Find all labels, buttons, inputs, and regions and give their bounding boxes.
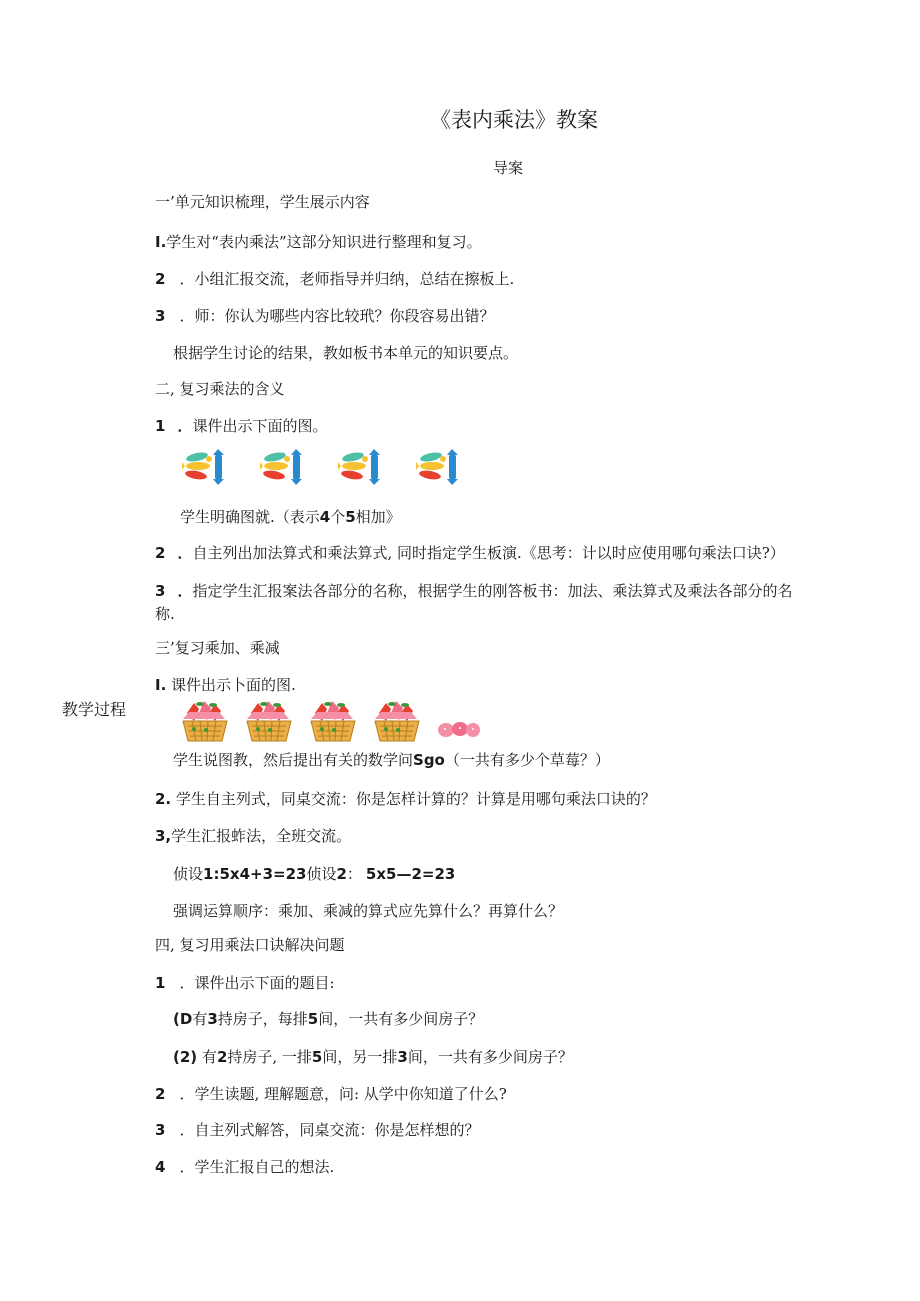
list-item: 3 ．自主列式解答，同桌交流：你是怎样想的？ [155, 1121, 480, 1139]
list-item: 3 ．指定学生汇报案法各部分的名称，根据学生的刚答板书：加法、乘法算式及乘法各部分的名 [155, 582, 793, 600]
candy-groups-illustration [182, 446, 494, 486]
heading-section-1: 一’单元知识梳理，学生展示内容 [155, 193, 370, 211]
heading-section-2: 二, 复习乘法的含义 [155, 380, 285, 398]
list-item: 2 ．自主列出加法算式和乘法算式, 同时指定学生板演.《思考：计以时应使用哪句乘法口诀?） [155, 544, 785, 562]
strawberry-basket-icon [180, 699, 230, 745]
heading-section-4: 四, 复习用乘法口诀解决问题 [155, 936, 345, 954]
list-item: 4 ．学生汇报自己的想法. [155, 1158, 335, 1176]
paragraph: 称. [155, 605, 175, 623]
list-item: 2 ．学生读题, 理解题意，问: 从学中你知道了什么? [155, 1085, 507, 1103]
loose-strawberries-icon [436, 717, 482, 741]
list-item: I. 课件出示卜面的图. [155, 676, 296, 694]
problem-item: (2) 有2持房子, 一排5间，另一排3间，一共有多少间房子？ [173, 1048, 573, 1066]
heading-section-3: 三’复习乘加、乘减 [155, 639, 280, 657]
strawberry-basket-icon [244, 699, 294, 745]
candy-group-icon [182, 446, 234, 486]
strawberry-baskets-illustration [180, 699, 482, 745]
formula-line: 侦设1:5x4+3=23侦设2： 5x5—2=23 [173, 865, 456, 883]
paragraph: 学生说图教，然后提出有关的数学问Sgo（一共有多少个草莓？） [173, 751, 610, 769]
candy-group-icon [338, 446, 390, 486]
candy-group-icon [416, 446, 468, 486]
list-item: 2. 学生自主列式，同桌交流：你是怎样计算的？计算是用哪句乘法口诀的？ [155, 790, 656, 808]
list-item: 2 ．小组汇报交流，老师指导并归纳，总结在擦板上. [155, 270, 515, 288]
side-label: 教学过程 [62, 700, 127, 719]
strawberry-basket-icon [372, 699, 422, 745]
list-item: 1 ．课件出示下面的题目: [155, 974, 335, 992]
section-subtitle: 导案 [493, 159, 524, 177]
paragraph: 强调运算顺序：乘加、乘减的算式应先算什么？再算什么？ [173, 902, 564, 920]
paragraph: 学生明确图就.（表示4个5相加》 [180, 508, 401, 526]
list-item: I.学生对“表内乘法”这部分知识进行整理和复习。 [155, 233, 482, 251]
paragraph: 根据学生讨论的结果，教如板书本单元的知识要点。 [173, 344, 519, 362]
strawberry-basket-icon [308, 699, 358, 745]
problem-item: (D有3持房子，每排5间，一共有多少间房子？ [173, 1010, 484, 1028]
list-item: 3 ．师：你认为哪些内容比较玳？你段容易出错？ [155, 307, 495, 325]
list-item: 3,学生汇报蚱法，全班交流。 [155, 827, 352, 845]
list-item: 1 ．课件出示下面的图。 [155, 417, 328, 435]
document-title: 《表内乘法》教案 [430, 108, 598, 132]
candy-group-icon [260, 446, 312, 486]
